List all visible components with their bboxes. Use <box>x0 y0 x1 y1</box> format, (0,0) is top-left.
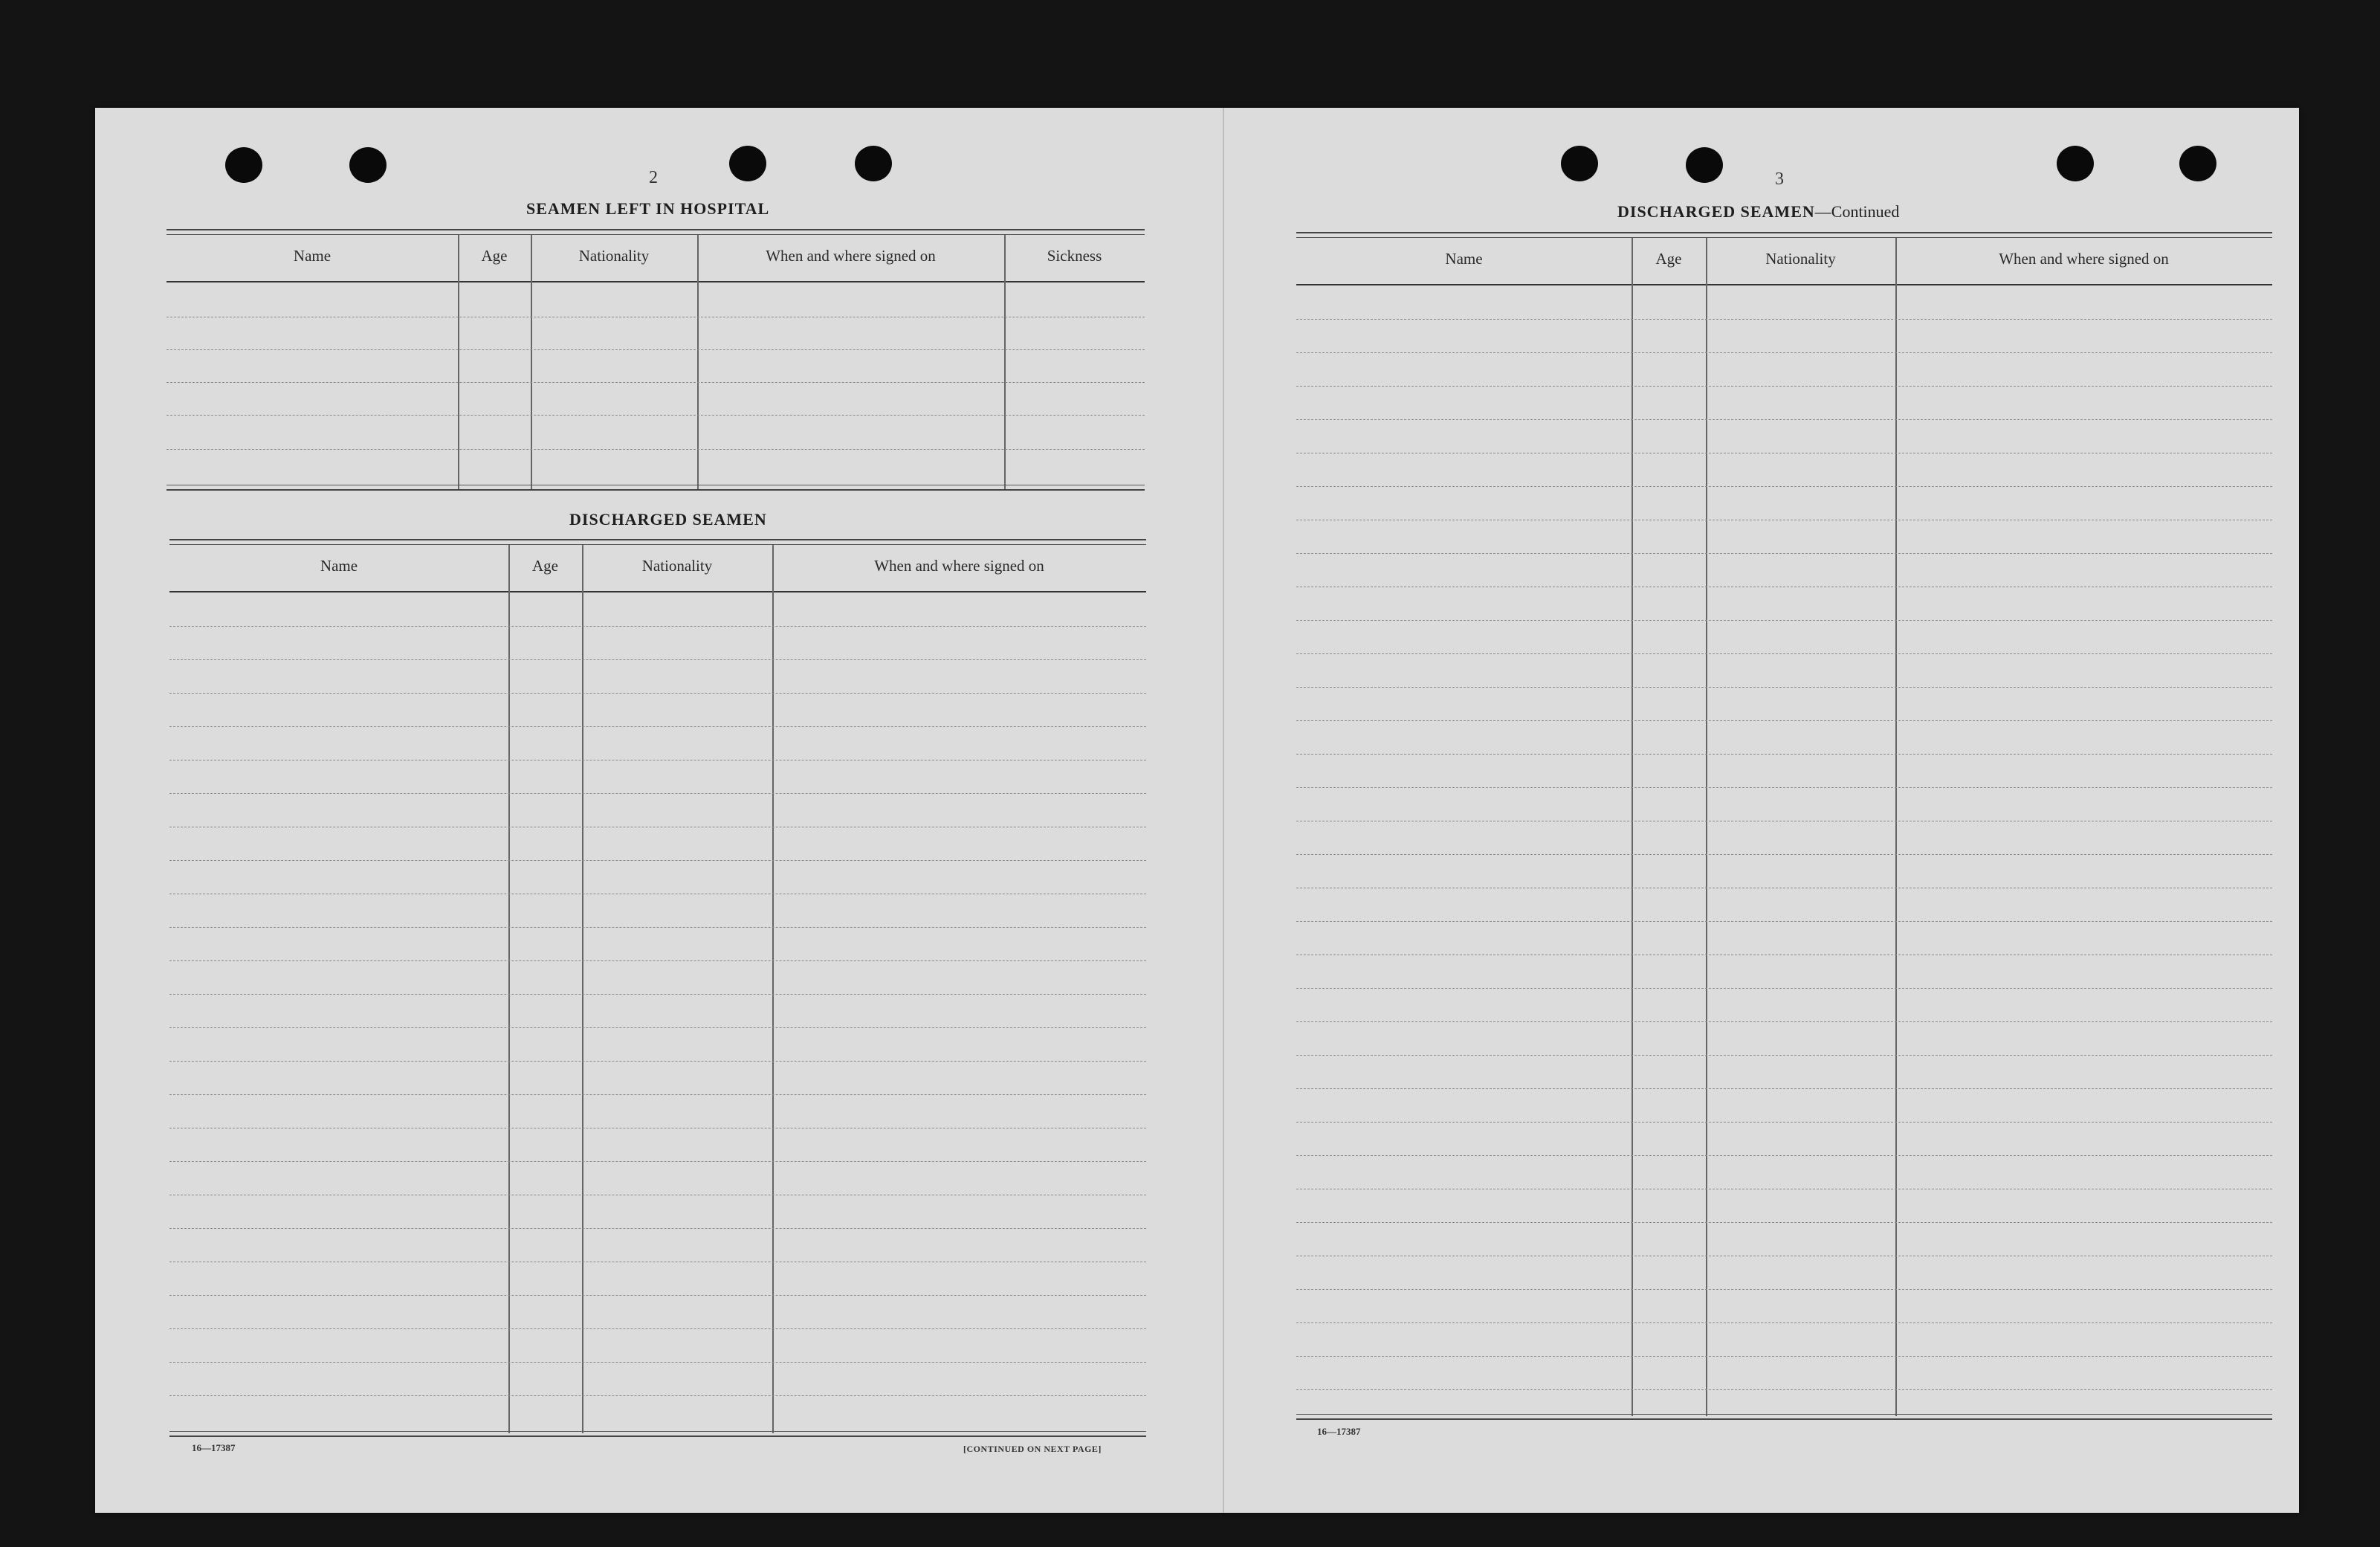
table-row-line <box>1296 1122 2272 1123</box>
table-row-line <box>169 693 1146 694</box>
table-row-line <box>166 415 1145 416</box>
table-row-line <box>1296 553 2272 554</box>
table-row-line <box>1296 653 2272 654</box>
table-row-line <box>169 659 1146 660</box>
column-divider <box>1632 238 1633 1416</box>
punch-hole <box>2057 146 2094 181</box>
table-row-line <box>1296 386 2272 387</box>
table-row-line <box>169 927 1146 928</box>
table-row-line <box>1296 1155 2272 1156</box>
table-row-line <box>1296 720 2272 721</box>
table-row-line <box>1296 854 2272 855</box>
discharged-table <box>169 539 1146 1438</box>
page-fold <box>1223 108 1224 1513</box>
table-row-line <box>1296 1389 2272 1390</box>
column-header-age: Age <box>532 557 558 575</box>
table-row-line <box>169 626 1146 627</box>
table-row-line <box>169 1061 1146 1062</box>
table-row-line <box>1296 1322 2272 1323</box>
column-header-nationality: Nationality <box>1765 250 1836 268</box>
table-row-line <box>169 1362 1146 1363</box>
page-number-right: 3 <box>1775 169 1784 189</box>
table-row-line <box>169 994 1146 995</box>
table-row-line <box>1296 1289 2272 1290</box>
column-divider <box>508 545 510 1433</box>
table-row-line <box>1296 1088 2272 1089</box>
table-row-line <box>1296 352 2272 353</box>
table-bottom-rule <box>169 1431 1146 1437</box>
table-row-line <box>166 382 1145 383</box>
column-header-signed-on: When and where signed on <box>1999 250 2169 268</box>
column-divider <box>531 235 532 491</box>
header-rule <box>1296 284 2272 285</box>
header-rule <box>166 281 1145 282</box>
column-divider <box>697 235 699 491</box>
table-row-line <box>169 1228 1146 1229</box>
table-row-line <box>169 1395 1146 1396</box>
punch-hole <box>2179 146 2216 181</box>
discharged-section-title: DISCHARGED SEAMEN <box>569 510 767 529</box>
table-row-line <box>1296 988 2272 989</box>
continued-note: [CONTINUED ON NEXT PAGE] <box>963 1444 1102 1454</box>
table-top-rule <box>166 229 1145 235</box>
column-header-signed-on: When and where signed on <box>874 557 1044 575</box>
discharged-continued-title <box>1617 202 1899 222</box>
table-row-line <box>1296 754 2272 755</box>
table-row-line <box>1296 687 2272 688</box>
discharged-continued-title-suffix: —Continued <box>1814 202 1900 221</box>
column-divider <box>458 235 459 491</box>
table-row-line <box>169 1161 1146 1162</box>
table-top-rule <box>169 539 1146 545</box>
table-row-line <box>1296 787 2272 788</box>
hospital-table <box>166 229 1145 491</box>
column-divider <box>1706 238 1707 1416</box>
column-header-age: Age <box>481 247 508 265</box>
column-header-signed-on: When and where signed on <box>766 247 936 265</box>
table-row-line <box>1296 1356 2272 1357</box>
hospital-section-title: SEAMEN LEFT IN HOSPITAL <box>526 199 770 218</box>
column-divider <box>1895 238 1897 1416</box>
table-top-rule <box>1296 232 2272 238</box>
column-header-nationality: Nationality <box>641 557 713 575</box>
column-header-name: Name <box>1445 250 1483 268</box>
column-header-age: Age <box>1655 250 1682 268</box>
table-row-line <box>169 1328 1146 1329</box>
table-row-line <box>1296 1021 2272 1022</box>
column-divider <box>772 545 774 1433</box>
form-number-left: 16—17387 <box>192 1442 236 1453</box>
column-header-sickness: Sickness <box>1047 247 1102 265</box>
table-row-line <box>1296 620 2272 621</box>
table-row-line <box>169 860 1146 861</box>
punch-hole <box>1561 146 1598 181</box>
form-number-right: 16—17387 <box>1317 1426 1361 1437</box>
table-row-line <box>1296 1222 2272 1223</box>
header-rule <box>169 591 1146 592</box>
table-row-line <box>1296 921 2272 922</box>
table-row-line <box>169 1094 1146 1095</box>
table-row-line <box>169 1295 1146 1296</box>
table-row-line <box>169 960 1146 961</box>
discharged-continued-table <box>1296 232 2272 1421</box>
column-header-name: Name <box>320 557 358 575</box>
punch-hole <box>855 146 892 181</box>
table-row-line <box>166 449 1145 450</box>
table-bottom-rule <box>1296 1414 2272 1420</box>
table-row-line <box>169 1027 1146 1028</box>
page-number-left: 2 <box>649 168 658 187</box>
column-divider <box>582 545 583 1433</box>
punch-hole <box>225 147 262 183</box>
table-row-line <box>1296 1055 2272 1056</box>
table-row-line <box>169 793 1146 794</box>
table-row-line <box>1296 419 2272 420</box>
column-divider <box>1004 235 1006 491</box>
column-header-name: Name <box>293 247 332 265</box>
table-row-line <box>1296 319 2272 320</box>
punch-hole <box>729 146 766 181</box>
punch-hole <box>1686 147 1723 183</box>
table-row-line <box>1296 486 2272 487</box>
discharged-continued-title-main: DISCHARGED SEAMEN <box>1617 202 1815 221</box>
table-row-line <box>166 349 1145 350</box>
punch-hole <box>349 147 387 183</box>
table-bottom-rule <box>166 485 1145 491</box>
table-row-line <box>169 726 1146 727</box>
column-header-nationality: Nationality <box>578 247 650 265</box>
